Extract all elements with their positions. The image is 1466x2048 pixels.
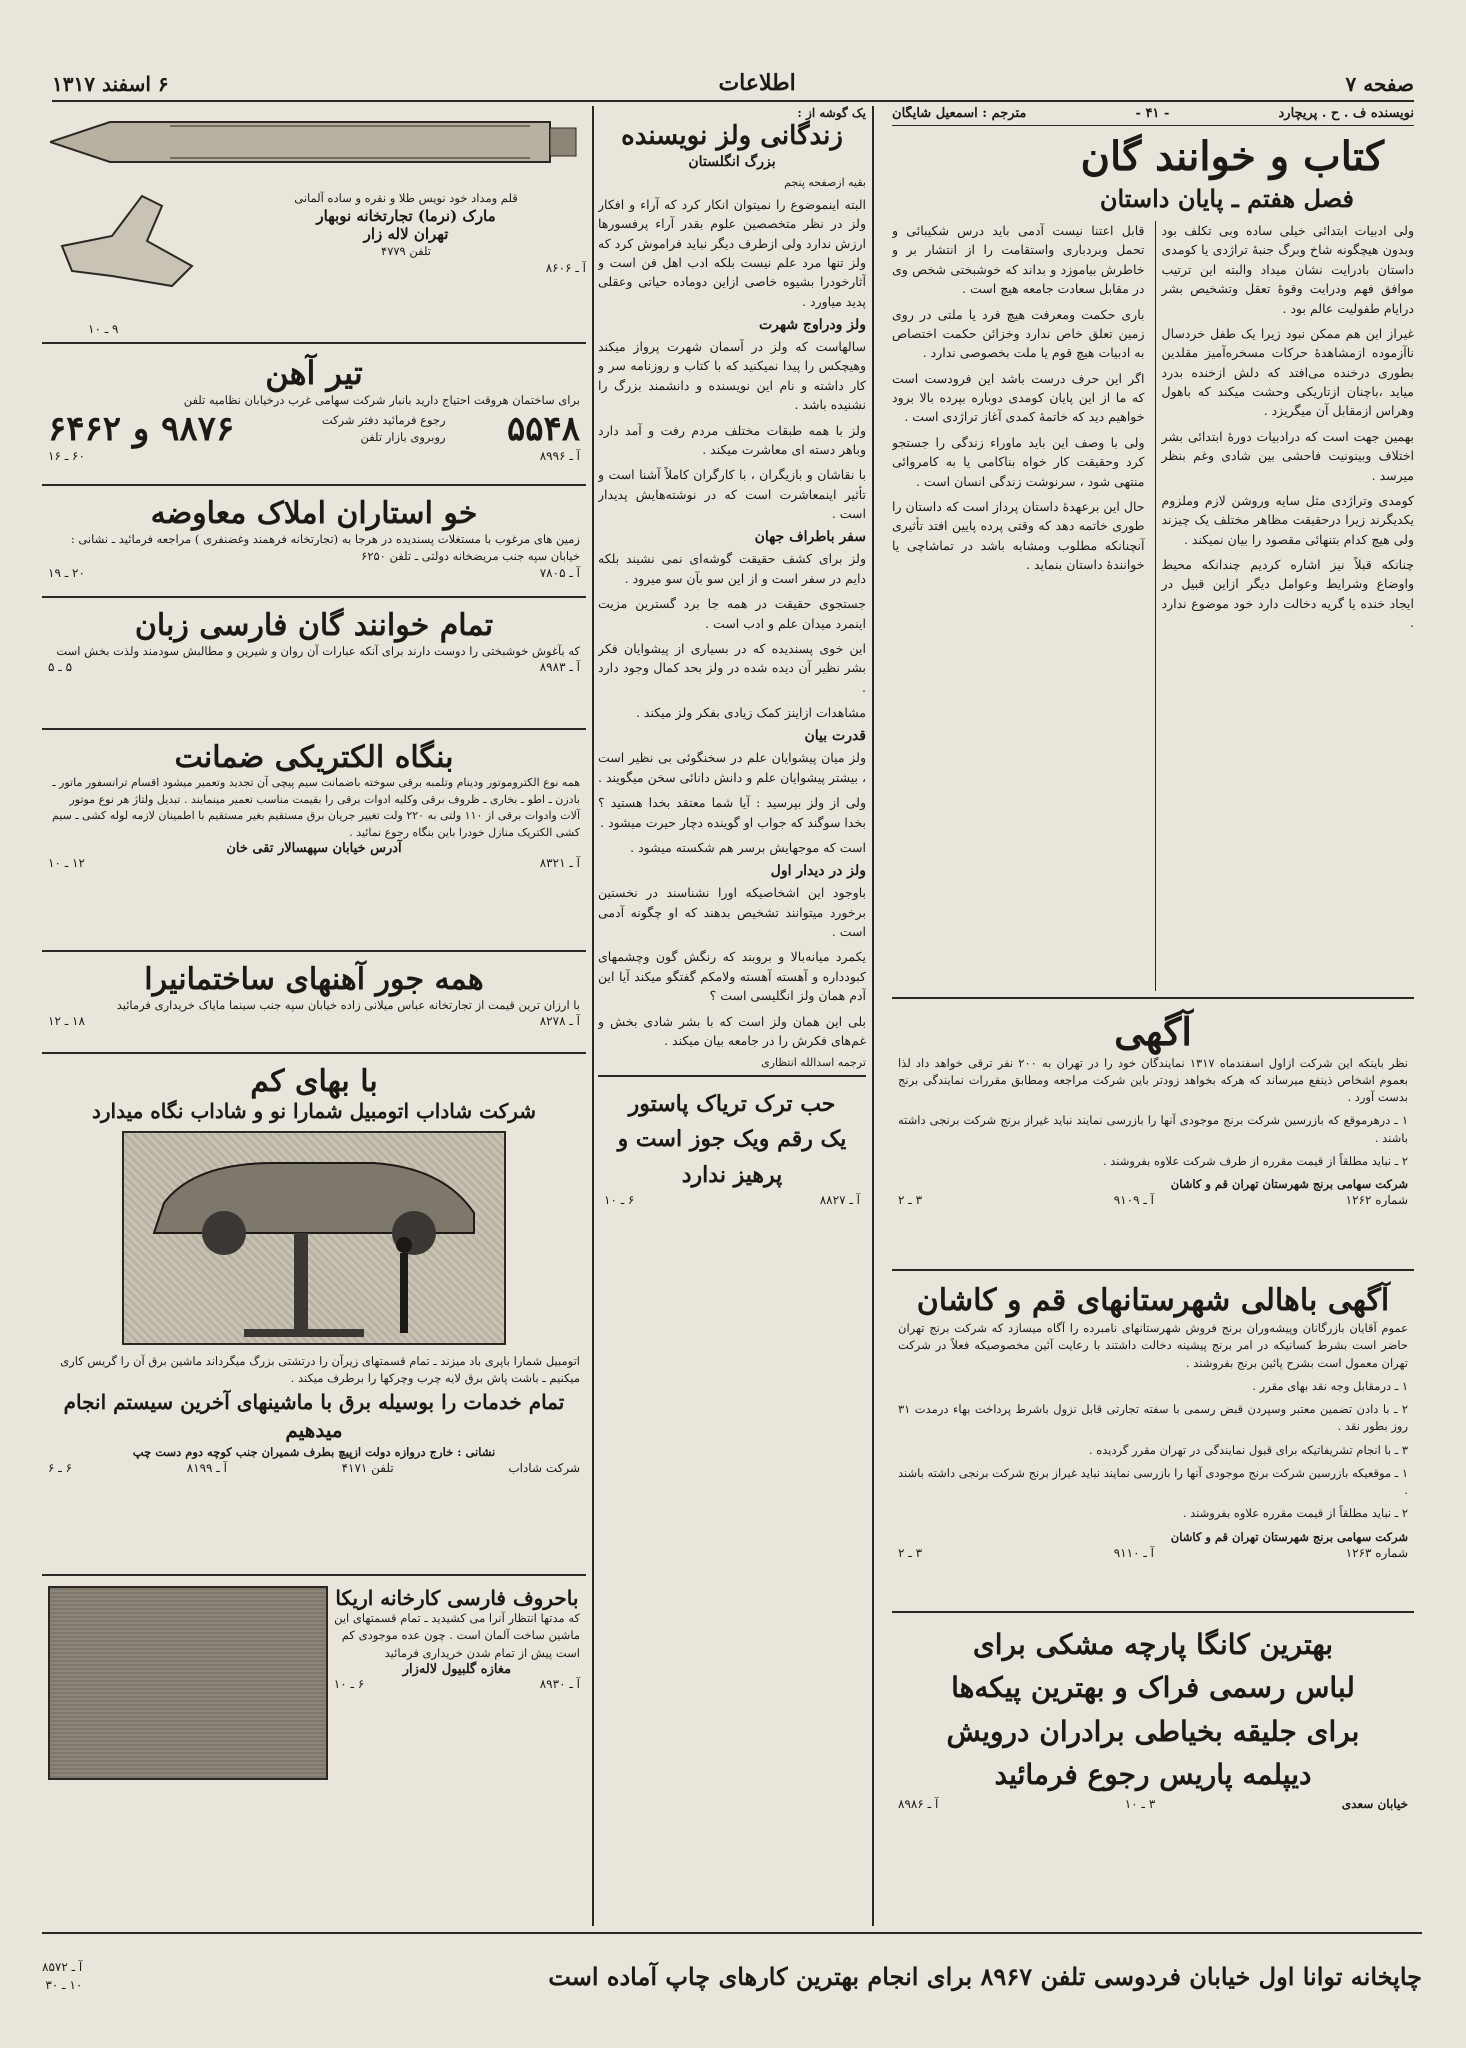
car-service-code: آ ـ ۸۱۹۹	[186, 1460, 227, 1475]
construction-iron-text: با ارزان ترین قیمت از تجارتخانه عباس میلانی زاده خیابان سپه جنب سینما مایاک خریداری فرمائید	[116, 998, 580, 1012]
qom-kashan-number: شماره ۱۲۶۳	[1345, 1545, 1408, 1560]
serial-paragraph: بهمین جهت است که درادبیات دورهٔ ابتدائی بشر اختلاف وبینونیت فاحشی بین شادی وغم بنظر میرسد .	[1161, 428, 1414, 483]
print-shop-ad: چاپخانه توانا اول خیابان فردوسی تلفن ۸۹۶۷ برای انجام بهترین کارهای چاپ آماده است	[548, 1961, 1422, 1991]
wells-paragraph: با نقاشان و بازیگران ، با کارگران کاملاً آشنا است و تأثیر اینمعاشرت است که در نوشته‌هایش پدیدار است .	[598, 467, 866, 522]
serial-paragraph: غیراز این هم ممکن نبود زیرا یک طفل خردسال ناآزموده ازمشاهدهٔ حرکات مسخره‌آمیز مقلدین بطوری درخنده می‌افتد که دلش ازخنده بدرد میاید ،باچنان ازتاریکی وحشت میکند که باهول وهراس ازمقابل آن میگریزد .	[1161, 325, 1414, 419]
wells-paragraph: ولز برای کشف حقیقت گوشه‌ای نمی نشیند بلکه دایم در سفر است و از این سو بآن سو میرود .	[598, 551, 866, 586]
page-number: صفحه ۷	[1345, 72, 1414, 96]
serial-section	[892, 106, 1414, 1906]
qom-kashan-text: ۱ ـ موقعیکه بازرسین شرکت برنج موجودی آنها را بازرسی نمایند نباید غیراز برنج شرکت برنجی داشته باشند .	[898, 1465, 1408, 1497]
car-service-text: اتومبیل شمارا باپری باد میزند ـ تمام قسمتهای زیرآن را درتشتی بزرگ میگرداند ماشین برق آن را گریس کاری میکنیم ـ باشت پاش برق لایه چرب وچرکها را برطرف میکند .	[60, 1354, 580, 1386]
wells-heading: قدرت بیان	[804, 728, 866, 745]
wells-subtitle: بزرگ انگلستان	[688, 153, 776, 170]
rice-notice-code: آ ـ ۹۱۰۹	[1113, 1193, 1154, 1208]
pasteur-codes	[604, 1193, 860, 1207]
persian-readers-text: که بآغوش خوشبختی را دوست دارند برای آنکه عبارات آن روان و شیرین و مطالبش سودمند ولذت بخش است	[56, 644, 580, 658]
serial-paragraph: ولی با وصف این باید ماوراء زندگی را جستجو کرد وحقیقت کار خواه بناکامی یا به کامروائی منتهی شود ، سرنوشت زندگی انسان است .	[892, 434, 1145, 489]
pen-ad-line: قلم ومداد خود نویس طلا و نقره و ساده آلمانی	[294, 191, 518, 205]
car-service-ad	[42, 1060, 586, 1568]
iron-beam-code: آ ـ ۸۹۹۶	[539, 449, 580, 464]
pen-illustration	[50, 114, 580, 170]
iron-beam-title: تیر آهن	[265, 354, 363, 392]
pen-ad-code: آ ـ ۸۶۰۶	[545, 260, 586, 275]
iron-beam-phones: ۹۸۷۶ و ۶۴۶۲	[48, 409, 235, 450]
fountain-pen-icon	[50, 114, 580, 170]
wells-continued: بقیه ازصفحه پنجم	[784, 175, 866, 189]
wells-heading: ولز ودراوج شهرت	[758, 317, 866, 334]
wells-paragraph: ولز میان پیشوایان علم در سخنگوئی بی نظیر است ، بیشتر پیشوایان علم و دانش دانائی سخن میگویند .	[598, 750, 866, 785]
construction-iron-ad	[42, 958, 586, 1046]
pasteur-line: یک رقم ویک جوز است و	[617, 1126, 847, 1153]
electric-address: آدرس خیابان سپهسالار تقی خان	[226, 841, 402, 856]
car-service-services: تمام خدمات را بوسیله برق با ماشینهای آخرین سیستم انجام میدهیم	[63, 1389, 565, 1442]
estate-ad	[42, 492, 586, 590]
qom-kashan-text: ۲ ـ با دادن تضمین معتبر وسپردن قبض رسمی با سفته تجارتی قابل نزول باشرط پرداخت بهاء درمدت ۳۱ روز بطور نقد .	[898, 1402, 1408, 1434]
serial-number: - ۴۱ -	[1135, 106, 1170, 121]
typewriter-code2: ۶ ـ ۱۰	[333, 1676, 365, 1691]
wells-translator: ترجمه اسدالله انتظاری	[761, 1056, 866, 1070]
serial-paragraph: قابل اعتنا نیست آدمی باید درس شکیبائی و تحمل وبردباری واستقامت را از انتشار بر و خاطرش بیاموزد و بداند که خوشبختی شخص وی در مقابل سعادت جامعه هیچ است .	[892, 223, 1145, 297]
ads-column	[42, 106, 586, 1926]
electric-title: بنگاه الکتریکی ضمانت	[174, 740, 454, 775]
wells-paragraph: البته اینموضوع را نمیتوان انکار کرد که آراء و افکار ولز در نظر متخصصین علوم بقدر آراء پرفسورها ارزش ندارد ولی ازطرف دیگر نباید فراموش کرد که ولز تنها مرد علم نیست بلکه ادب اهل فن است و آثارخودرا بشیوه خاصی ازاین دوماده حیاتی وعقلی پدید میاورد .	[598, 196, 866, 309]
serial-paragraph: حال این برعهدهٔ داستان پرداز است که داستان را طوری خاتمه دهد که وقتی پرده پایین افتد تأثیری آنچنانکه مطلوب ومشابه باشد در تماشاچی یا خوانندهٔ داستان بنماید .	[892, 498, 1145, 572]
tailor-line: برای جلیقه بخیاطی برادران درویش	[946, 1714, 1360, 1748]
rice-notice-text: نظر باینکه این شرکت ازاول اسفندماه ۱۳۱۷ نمایندگان خود را در تهران به ۲۰۰ نفر ترقی خواهد داد لذا بعموم اشخاص ذینفع میرساند که هرکه بخواهد زودتر باین شرکت مراجعه ومطابق مقررات نمایندگی برنج بدست آورد .	[898, 1055, 1408, 1105]
page-footer	[42, 1936, 1422, 2016]
wells-article	[598, 106, 866, 1916]
wells-heading: ولز در دیدار اول	[770, 863, 866, 880]
car-service-address: نشانی : خارج دروازه دولت ازپیچ بطرف شمیران جنب کوچه دوم دست چپ	[132, 1444, 496, 1459]
iron-beam-ad	[42, 350, 586, 478]
typewriter-shop: مغازه گلبیول لاله‌زار	[402, 1661, 512, 1677]
car-service-company: شرکت شاداب	[508, 1460, 580, 1475]
tailor-line: بهترین کانگا پارچه مشکی برای	[972, 1628, 1334, 1661]
pasteur-line: پرهیز ندارد	[681, 1161, 783, 1188]
qom-kashan-codes	[898, 1546, 1408, 1560]
electric-ad	[42, 736, 586, 944]
wells-paragraph: سالهاست که ولز در آسمان شهرت پرواز میکند وهیچکس را پیدا نمیکنید که با کتاب و روزنامه سر و کار داشته و نام این نویسنده و دانشمند بزرگ را نشنیده باشد .	[598, 339, 866, 413]
tailor-street: خیابان سعدی	[1341, 1796, 1408, 1811]
serial-body	[892, 221, 1414, 991]
qom-kashan-text: ۲ ـ نباید مطلقاً از قیمت مقرره علاوه بفروشند .	[1182, 1506, 1408, 1521]
persian-readers-title: تمام خوانند گان فارسی زبان	[134, 608, 494, 643]
wells-paragraph: ولی از ولز بپرسید : آیا شما معتقد بخدا هستید ؟ بخدا سوگند که جواب او گوینده دچار حیرت میشود .	[598, 795, 866, 830]
wells-paragraph: ولز با همه طبقات مختلف مردم رفت و آمد دارد وباهر دسته ای معاشرت میکند .	[598, 422, 866, 457]
page-header	[52, 62, 1414, 102]
pen-ad-phone: تلفن ۴۷۷۹	[381, 244, 431, 259]
serial-column-a	[1155, 221, 1415, 991]
estate-title: خو استاران املاک معاوضه	[150, 496, 478, 531]
serial-author: نویسنده ف . ح . پریچارد	[1278, 106, 1414, 121]
car-service-subtitle: شرکت شاداب اتومبیل شمارا نو و شاداب نگاه میدارد	[91, 1099, 537, 1123]
typewriter-photo	[48, 1586, 328, 1780]
newspaper-name: اطلاعات	[718, 70, 796, 96]
serial-subtitle: فصل هفتم ـ پایان داستان	[1099, 184, 1354, 213]
serial-paragraph: باری حکمت ومعرفت هیچ فرد یا ملتی در روی زمین تعلق خاص ندارد وخزائن حکمت اختصاص به ادبیات هیچ قوم یا ملت بخصوصی ندارد .	[892, 306, 1145, 361]
qom-kashan-notice	[892, 1277, 1414, 1605]
qom-kashan-text: ۳ ـ با انجام تشریفاتیکه برای قبول نمایندگی در تهران مقرر گردیده .	[1088, 1442, 1408, 1457]
rice-notice-text: ۱ ـ درهرموقع که بازرسین شرکت برنج موجودی آنها را بازرسی نمایند نباید غیراز برنج شرکت برنجی داشته باشند .	[898, 1113, 1408, 1145]
tailor-codes	[898, 1797, 1408, 1811]
iron-beam-code2: ۶۰ ـ ۱۶	[48, 449, 85, 464]
persian-readers-code: آ ـ ۸۹۸۳	[539, 660, 580, 675]
qom-kashan-code: آ ـ ۹۱۱۰	[1113, 1545, 1154, 1560]
estate-text: زمین های مرغوب با مستغلات پسندیده در هرجا به (تجارتخانه فرهمند وغضنفری ) مراجعه فرمائید ـ نشانی : خیابان سپه جنب مریضخانه دولتی ـ تلفن ۶۲۵۰	[70, 532, 580, 564]
serial-byline	[892, 106, 1414, 121]
serial-title: کتاب و خوانند گان	[1080, 133, 1384, 180]
construction-iron-code: آ ـ ۸۲۷۸	[539, 1014, 580, 1029]
typewriter-ad	[42, 1582, 586, 1782]
wells-heading: سفر باطراف جهان	[754, 529, 866, 546]
serial-column-b	[892, 221, 1145, 991]
rice-notice-codes	[898, 1193, 1408, 1207]
electric-code2: ۱۲ ـ ۱۰	[48, 856, 85, 870]
construction-iron-code2: ۱۸ ـ ۱۲	[48, 1014, 85, 1029]
pen-ad-address: تهران لاله زار	[363, 225, 449, 244]
pen-ad-brand: مارک (نرما) تجارتخانه نوبهار	[316, 207, 496, 226]
pasteur-ad	[598, 1083, 866, 1211]
serial-paragraph: چنانکه قبلاً نیز اشاره کردیم چندانکه محیط واوضاع وشرایط وعوامل دیگر ازاین قبیل در ایجاد خنده یا گریه دخالت دارد خود موضوع ندارد .	[1161, 557, 1414, 631]
wells-paragraph: است که موجهایش برسر هم شکسته میشود .	[630, 839, 866, 855]
rice-notice-number: شماره ۱۲۶۲	[1345, 1193, 1408, 1208]
pasteur-code2: ۶ ـ ۱۰	[604, 1192, 635, 1207]
construction-iron-title: همه جور آهنهای ساختمانیرا	[144, 962, 484, 997]
serial-translator: مترجم : اسمعیل شایگان	[892, 106, 1027, 121]
rice-notice	[892, 1005, 1414, 1263]
wells-paragraph: جستجوی حقیقت در همه جا برد گسترین مزیت اینمرد میدان علم و ادب است .	[598, 596, 866, 631]
iron-beam-text2: رجوع فرمائید دفتر شرکت روبروی بازار تلفن	[321, 413, 446, 445]
pen-ad	[42, 106, 586, 336]
serial-paragraph: کومدی وتراژدی مثل سایه وروشن لازم وملزوم یکدیگرند زیرا درحقیقت مظاهر مختلف یک چیزند ولی هیچ کدام بتنهائی مقصود را بیان نمیکند .	[1161, 492, 1414, 547]
car-service-phone: تلفن ۴۱۷۱	[341, 1460, 394, 1475]
qom-kashan-text: ۱ ـ درمقابل وجه نقد بهای مقرر .	[1252, 1378, 1408, 1393]
serial-paragraph: اگر این حرف درست باشد این فرودست است که ما از این پایان کومدی دوباره بپرده بالا برود خواهیم دید که خاتمهٔ کمدی آغاز تراژدی است .	[892, 370, 1145, 425]
car-lift-illustration	[122, 1131, 506, 1345]
qom-kashan-code2: ۳ ـ ۲	[898, 1545, 923, 1560]
car-service-title: با بهای کم	[250, 1064, 378, 1099]
electric-text: همه نوع الکتروموتور ودینام وتلمبه برقی سوخته باضمانت سیم پیچی آن تجدید وتعمیر میشود اقسام ترانسفور ماتور ـ بادزن ـ اطو ـ بخاری ـ ظروف برقی وکلیه ادوات برقی را بقیمت مناسب تعمیر مینمایند . تبدیل ولتاژ هر نوع موتور آلات وادوات برقی از ۱۱۰ ولتی به ۲۲۰ ولت تغییر جریان برق مستقیم بغیر مستقیم با اطمینان لازمه لوله کشی ـ سیم کشی الکتریک منازل خودرا باین بنگاه رجوع نمائید .	[51, 776, 580, 839]
wells-kicker: یک گوشه از :	[797, 106, 866, 120]
tailor-line: دیپلمه پاریس رجوع فرمائید	[994, 1758, 1312, 1792]
estate-code2: ۲۰ ـ ۱۹	[48, 565, 85, 580]
serial-paragraph: ولی ادبیات ابتدائی خیلی ساده وبی تکلف بود وبدون هیچگونه شاخ وبرگ جنبهٔ تراژدی یا کومدی داستان بادرایت نشان میداد والبته این ترتیب موافق فهم ودرایت وقوهٔ تعقل وتشخیص بشر درایام طفولیت عالم بود .	[1161, 223, 1414, 316]
qom-kashan-signature: شرکت سهامی برنج شهرستان تهران قم و کاشان	[1170, 1529, 1408, 1544]
wells-paragraph: این خوی پسندیده که در بسیاری از پیشوایان فکر بشر نظیر آن دیده شده در ولز بحد کمال وجود دارد .	[598, 640, 866, 695]
issue-date: ۶ اسفند ۱۳۱۷	[52, 72, 169, 96]
typewriter-code: آ ـ ۸۹۳۰	[539, 1676, 580, 1691]
pasteur-code: آ ـ ۸۸۲۷	[819, 1192, 860, 1207]
tailor-code: آ ـ ۸۹۸۶	[898, 1796, 939, 1811]
typewriter-title: باحروف فارسی کارخانه اریکا	[335, 1586, 579, 1610]
wells-paragraph: یکمرد میانه‌بالا و بروبند که رنگش گون وچشمهای کبودداره و آهسته آهسته ولامکم گفتگو میکند آیا این آدم همان ولز انگلیسی است ؟	[598, 949, 866, 1004]
electric-code: آ ـ ۸۳۲۱	[539, 856, 580, 870]
print-shop-code2: ۱۰ ـ ۳۰	[45, 1978, 83, 1992]
iron-beam-phone: ۵۵۴۸	[506, 409, 580, 450]
rice-notice-code2: ۳ ـ ۲	[898, 1193, 923, 1208]
rice-notice-signature: شرکت سهامی برنج شهرستان تهران قم و کاشان	[1170, 1177, 1408, 1192]
pasteur-line: حب ترک تریاک پاستور	[628, 1091, 836, 1118]
pen-hand-illustration	[52, 186, 202, 296]
hand-icon	[52, 186, 202, 296]
rice-notice-text: ۲ ـ نباید مطلقاً از قیمت مقرره از طرف شرکت علاوه بفروشند .	[1102, 1153, 1408, 1168]
car-service-code2: ۶ ـ ۶	[48, 1460, 73, 1475]
persian-readers-ad	[42, 604, 586, 722]
tailor-ad	[892, 1619, 1414, 1815]
wells-title: زندگانی ولز نویسنده	[621, 121, 843, 151]
tailor-code2: ۳ ـ ۱۰	[1124, 1796, 1156, 1811]
iron-beam-text: برای ساختمان هروقت احتیاج دارید بانبار شرکت سهامی غرب درخیابان نظامیه تلفن	[183, 393, 580, 407]
estate-code: آ ـ ۷۸۰۵	[539, 565, 580, 580]
rice-notice-title: آگهی	[1114, 1009, 1192, 1054]
qom-kashan-title: آگهی باهالی شهرستانهای قم و کاشان	[916, 1283, 1390, 1318]
wells-paragraph: بلی این همان ولز است که با بشر شادی بخش و غم‌های فکرش را در جامعه بیان میکند .	[598, 1013, 866, 1048]
persian-readers-code2: ۵ ـ ۵	[48, 660, 73, 675]
tailor-line: لباس رسمی فراک و بهترین پیکه‌ها	[951, 1671, 1355, 1705]
pen-ad-code2: ۹ ـ ۱۰	[88, 322, 119, 336]
qom-kashan-text: عموم آقایان بازرگانان وپیشه‌وران برنج فروش شهرستانهای نامبرده را آگاه میسازد که شرکت برنج تهران حاضر است بشرط کسانیکه در امر برنج پیشینه دخالت داشتند با رعایت آئین مخصوصیکه فعلاً در شرکت تهران معمول است بشرح پائین برنج بفروشند .	[898, 1321, 1408, 1370]
print-shop-code: آ ـ ۸۵۷۲	[42, 1960, 83, 1974]
wells-paragraph: مشاهدات ازاینز کمک زیادی بفکر ولز میکند .	[635, 705, 866, 721]
wells-paragraph: باوجود این اشخاصیکه اورا نشناسند در نخستین برخورد میتوانند تشخیص بدهند که او چگونه آدمی است .	[598, 885, 866, 940]
car-on-lift-icon	[124, 1133, 504, 1343]
typewriter-text: که مدتها انتظار آنرا می کشیدید ـ تمام قسمتهای این ماشین ساخت آلمان است . چون عده موجودی کم است پیش از تمام شدن خریداری فرمائید	[334, 1611, 580, 1660]
